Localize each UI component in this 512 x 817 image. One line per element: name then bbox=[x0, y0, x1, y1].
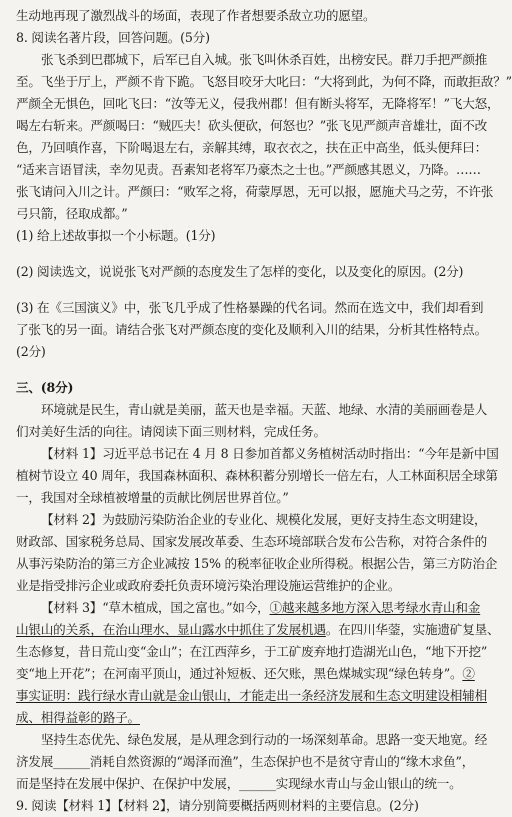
material-1 bbox=[16, 443, 499, 509]
material-line: 【材料 2】为鼓励污染防治企业的专业化、规模化发展，更好支持生态文明建设， bbox=[41, 512, 487, 527]
passage-line: 色，乃回嗔作喜，下阶喝退左右，亲解其缚，取衣衣之，扶在正中高坐，低头便拜曰： bbox=[16, 140, 487, 155]
q8-sub3 bbox=[16, 297, 487, 363]
passage-line: 弓只箭，径取成都。” bbox=[16, 206, 128, 221]
underlined-sentence-2-cont: 成、相得益彰的路子。 bbox=[16, 710, 140, 725]
q8-sub1: (1) 给上述故事拟一个小标题。(1分) bbox=[16, 228, 216, 243]
material3-text: 。在四川华蓥，实施遗矿复垦、 bbox=[325, 622, 500, 637]
closing-line: 济发展______消耗自然资源的“竭泽而渔”，生态保护也不是贫守青山的“缘木求鱼”， bbox=[16, 754, 475, 769]
q8-sub2: (2) 阅读选文，说说张飞对严颜的态度发生了怎样的变化，以及变化的原因。(2分) bbox=[16, 264, 464, 279]
underlined-sentence-2-marker: ② bbox=[462, 666, 475, 681]
intro-line: 们对美好生活的向往。请阅读下面三则材料，完成任务。 bbox=[16, 424, 326, 439]
question-8-title: 8. 阅读名著片段，回答问题。(5分) bbox=[16, 30, 210, 45]
intro-line: 环境就是民生，青山就是美丽，蓝天也是幸福。天蓝、地绿、水清的美丽画卷是人 bbox=[41, 402, 488, 417]
material-line: 一，我国对全球植被增量的贡献比例居世界首位。” bbox=[16, 490, 289, 505]
sub3-line: (3) 在《三国演义》中，张飞几乎成了性格暴躁的代名词。然而在选文中，我们却看到 bbox=[16, 300, 484, 315]
closing-line: 坚持生态优先、绿色发展，是从理念到行动的一场深刻革命。思路一变天地宽。经 bbox=[41, 732, 488, 747]
underlined-sentence-2: 事实证明：践行绿水青山就是金山银山，才能走出一条经济发展和生态文明建设相辅相 bbox=[16, 688, 487, 703]
material-line: 从事污染防治的第三方企业减按 15% 的税率征收企业所得税。根据公告，第三方防治企 bbox=[16, 556, 498, 571]
underlined-sentence-1-cont: 山银山的关系，在治山理水、显山露水中抓住了发展机遇 bbox=[16, 622, 326, 637]
material-line bbox=[16, 663, 474, 685]
closing-paragraph bbox=[16, 729, 488, 795]
material3-text: 变“地上开花”；在河南平顶山，通过补短板、还欠账，黑色煤城实现“绿色转身”。 bbox=[16, 666, 463, 681]
passage-line: 喝左右斩来。严颜喝曰：“贼匹夫！砍头便砍，何怒也？”张飞见严颜声音雄壮，面不改 bbox=[16, 118, 488, 133]
passage-line: 张飞请问入川之计。严颜曰：“败军之将，荷蒙厚恩，无可以报，愿施犬马之劳，不许张 bbox=[16, 184, 494, 199]
material-line bbox=[16, 597, 481, 619]
underlined-sentence-1: ①越来越多地方深入思考绿水青山和金 bbox=[269, 600, 481, 615]
material-2 bbox=[16, 509, 498, 597]
material-line: 财政部、国家税务总局、国家发展改革委、生态环境部联合发布公告称，对符合条件的 bbox=[16, 534, 487, 549]
material3-text: 【材料 3】“草木植成，国之富也。”如今， bbox=[41, 600, 270, 615]
material-line: 生态修复，昔日荒山变“金山”；在江西萍乡，于工矿废弃地打造湖光山色，“地下开挖” bbox=[16, 644, 488, 659]
section-3-title: 三、(8分) bbox=[16, 380, 74, 395]
passage-line: 至。飞坐于厅上，严颜不肯下跪。飞怒目咬牙大叱曰：“大将到此，为何不降，而敢拒敌？” bbox=[16, 74, 512, 89]
section-3-intro bbox=[16, 399, 488, 443]
passage-line: 严颜全无惧色，回叱飞曰：“汝等无义，侵我州郡！但有断头将军，无降将军！”飞大怒， bbox=[16, 96, 500, 111]
material-line bbox=[16, 619, 500, 641]
sub3-line: (2分) bbox=[16, 344, 46, 359]
material-line: 业是指受排污企业或政府委托负责环境污染治理设施运营维护的企业。 bbox=[16, 578, 401, 593]
text-line: 生动地再现了激烈战斗的场面，表现了作者想要杀敌立功的愿望。 bbox=[16, 8, 376, 23]
sub3-line: 了张飞的另一面。请结合张飞对严颜态度的变化及顺利入川的结果，分析其性格特点。 bbox=[16, 322, 487, 337]
passage-line: “适来言语冒渎，幸勿见责。吾素知老将军乃豪杰之士也。”严颜感其恩义，乃降。…… bbox=[16, 162, 481, 177]
question-9: 9. 阅读【材料 1】【材料 2】，请分别简要概括两则材料的主要信息。(2分) bbox=[16, 798, 419, 813]
q8-passage bbox=[16, 49, 512, 225]
passage-line: 张飞杀到巴郡城下，后军已自入城。张飞叫休杀百姓，出榜安民。群刀手把严颜推 bbox=[41, 52, 488, 67]
material-line: 植树节设立 40 周年，我国森林面积、森林积蓄分别增长一倍左右，人工林面积居全球第 bbox=[16, 468, 498, 483]
closing-line: 而是坚持在发展中保护、在保护中发展，______实现绿水青山与金山银山的统一。 bbox=[16, 776, 462, 791]
material-line: 【材料 1】习近平总书记在 4 月 8 日参加首都义务植树活动时指出：“今年是新中国 bbox=[41, 446, 499, 461]
material-3 bbox=[16, 597, 500, 729]
material-line bbox=[16, 707, 474, 729]
